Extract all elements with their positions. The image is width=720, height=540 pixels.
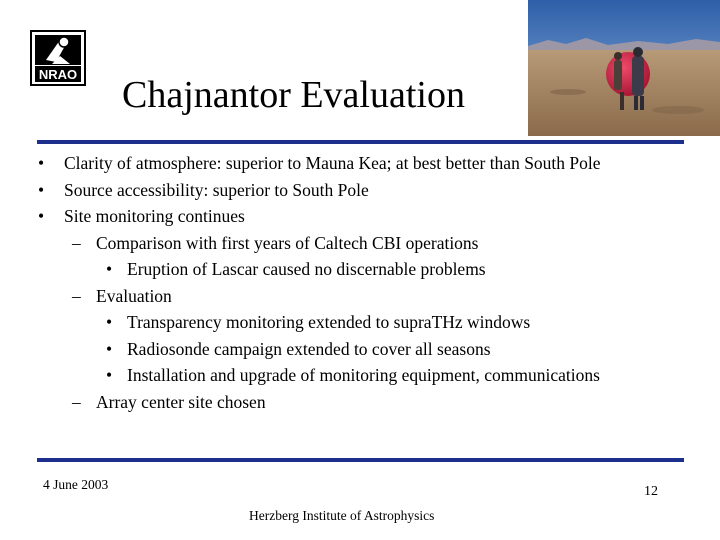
bullet-marker: • <box>38 153 45 173</box>
bullet-marker: • <box>106 312 113 332</box>
nrao-logo <box>30 30 86 86</box>
bullet-text: Evaluation <box>96 285 172 306</box>
bullet-marker: • <box>38 179 45 200</box>
title-divider <box>37 140 684 144</box>
bullet-text: Installation and upgrade of monitoring equipment, communications <box>127 365 600 385</box>
bullet-text: Eruption of Lascar caused no discernable problems <box>127 259 486 279</box>
bullet-text: Source accessibility: superior to South Pole <box>64 179 369 200</box>
footer-date: 4 June 2003 <box>43 477 109 492</box>
bullet-text: Clarity of atmosphere: superior to Mauna Kea; at best better than South Pole <box>64 153 601 173</box>
bullet-text: Transparency monitoring extended to supraTHz windows <box>127 312 531 332</box>
bullet-text: Comparison with first years of Caltech CBI operations <box>96 232 479 253</box>
site-photo <box>528 0 720 136</box>
bullet-marker: • <box>106 259 113 279</box>
footer-institution: Herzberg Institute of Astrophysics <box>249 508 435 523</box>
bullet-marker: – <box>72 285 81 306</box>
logo-lettering: NRAO <box>38 67 78 82</box>
bullet-marker: – <box>72 232 81 253</box>
bullet-marker: • <box>38 206 45 226</box>
page-number: 12 <box>644 484 658 499</box>
bullet-text: Array center site chosen <box>96 391 266 412</box>
bullet-marker: • <box>106 365 113 385</box>
bullet-marker: • <box>106 338 113 359</box>
bullet-text: Site monitoring continues <box>64 206 245 226</box>
footer-divider <box>37 458 684 462</box>
bullet-text: Radiosonde campaign extended to cover all seasons <box>127 338 491 359</box>
bullet-marker: – <box>72 391 81 412</box>
slide-title: Chajnantor Evaluation <box>122 74 465 116</box>
